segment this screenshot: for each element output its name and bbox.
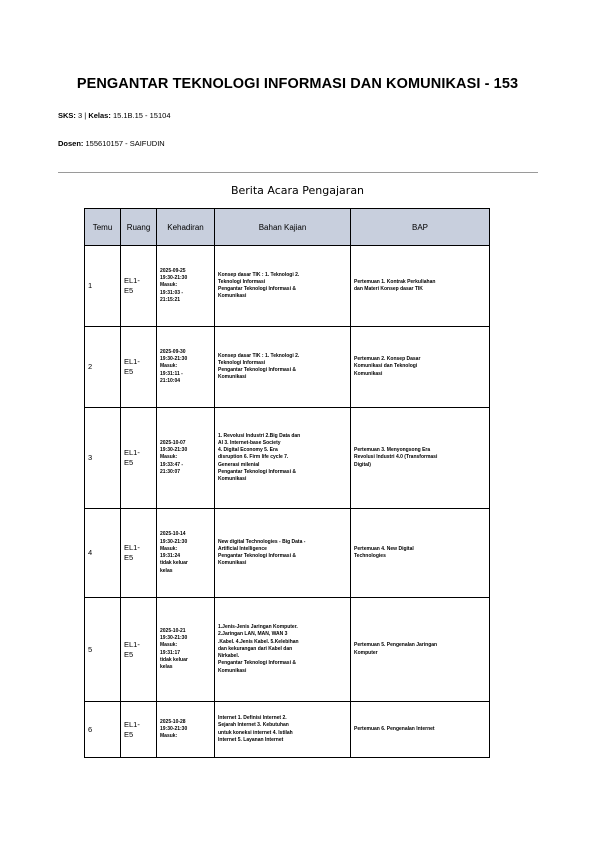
kehadiran-cell-line: 19:30-21:30 xyxy=(160,538,188,545)
teaching-log-table xyxy=(84,208,490,758)
bap-cell-line: Komunikasi dan Teknologi xyxy=(354,363,418,370)
bahan-kajian-cell-line: Komunikasi xyxy=(218,476,247,483)
kehadiran-cell xyxy=(157,327,215,408)
bahan-kajian-cell-line: Konsep dasar TIK : 1. Teknologi 2. xyxy=(218,352,300,359)
bahan-kajian-cell-line: Pengantar Teknologi Informasi & xyxy=(218,553,296,559)
ruang-cell-line: E5 xyxy=(124,729,134,739)
bap-cell-line: Pertemuan 6. Pengenalan Internet xyxy=(354,725,435,732)
bahan-kajian-cell-line: Internet 1. Definisi Internet 2. xyxy=(218,715,287,721)
kehadiran-cell-line: tidak keluar xyxy=(160,656,188,663)
sks-value: 3 xyxy=(78,111,83,120)
bahan-kajian-cell xyxy=(215,246,351,327)
kehadiran-cell-line: Masuk: xyxy=(160,642,178,649)
temu-cell: 4 xyxy=(85,509,121,598)
section-title: Berita Acara Pengajaran xyxy=(230,184,365,197)
bahan-kajian-cell xyxy=(215,408,351,509)
header-temu: Temu xyxy=(85,209,121,246)
kehadiran-cell xyxy=(157,509,215,598)
ruang-cell-line: E5 xyxy=(124,458,134,467)
bap-cell xyxy=(351,509,490,598)
ruang-cell xyxy=(121,246,157,327)
kehadiran-cell-line: 2025-10-07 xyxy=(160,439,186,446)
kehadiran-cell-line: 21:15:21 xyxy=(160,296,181,303)
bahan-kajian-cell-line: 1.Jenis-Jenis Jaringan Komputer. xyxy=(218,624,298,631)
table-row xyxy=(85,327,490,408)
sks-label: SKS: xyxy=(58,111,76,120)
bahan-kajian-cell-line: Pengantar Teknologi Informasi & xyxy=(218,367,296,373)
ruang-cell-line: EL1- xyxy=(124,543,140,553)
kehadiran-cell-line: 2025-09-30 xyxy=(160,348,186,355)
temu-cell: 1 xyxy=(85,246,121,327)
kehadiran-cell-line: 2025-10-28 xyxy=(160,718,186,725)
kehadiran-cell-line: 21:10:04 xyxy=(160,377,181,384)
ruang-cell-line: E5 xyxy=(124,286,134,295)
bap-cell-line: Komputer xyxy=(354,649,378,656)
ruang-cell-line: E5 xyxy=(124,367,134,376)
bahan-kajian-cell xyxy=(215,509,351,598)
table-header-row xyxy=(85,209,490,246)
header-kehadiran: Kehadiran xyxy=(157,209,215,246)
kehadiran-cell-line: 19:31:11 - xyxy=(160,370,183,377)
bahan-kajian-cell xyxy=(215,327,351,408)
kehadiran-cell-line: 21:30:07 xyxy=(160,468,181,475)
ruang-cell xyxy=(121,598,157,702)
ruang-cell-line: EL1- xyxy=(124,448,140,458)
kehadiran-cell-line: 2025-09-25 xyxy=(160,267,186,274)
kehadiran-cell-line: 19:30-21:30 xyxy=(160,275,188,282)
kehadiran-cell-line: tidak keluar xyxy=(160,560,188,567)
kehadiran-cell xyxy=(157,702,215,758)
bap-cell-line: Revolusi Industri 4.0 (Transformasi xyxy=(354,454,438,461)
bahan-kajian-cell-line: Pengantar Teknologi Informasi & xyxy=(218,286,296,292)
temu-cell: 2 xyxy=(85,327,121,408)
bahan-kajian-cell-line: 1. Revolusi Industri 2.Big Data dan xyxy=(218,432,301,439)
bahan-kajian-cell-line: Komunikasi xyxy=(218,667,247,674)
ruang-cell-line: EL1- xyxy=(124,357,140,367)
bahan-kajian-cell-line: Artificial Intelligence xyxy=(218,545,267,552)
bahan-kajian-cell-line: Pengantar Teknologi Informasi & xyxy=(218,660,296,667)
bap-cell-line: Komunikasi xyxy=(354,370,383,377)
bahan-kajian-cell-line: .Kabel. 4.Jenis Kabel. 5.Kelebihan xyxy=(218,638,299,645)
ruang-cell-line: EL1- xyxy=(124,276,140,286)
bahan-kajian-cell-line: Sejarah Internet 3. Kebutuhan xyxy=(218,722,289,729)
bahan-kajian-cell-line: Generasi milenial xyxy=(218,461,260,468)
table-body xyxy=(85,246,490,758)
ruang-cell-line: E5 xyxy=(124,553,134,562)
bap-cell-line: Pertemuan 1. Kontrak Perkuliahan xyxy=(354,278,436,285)
bahan-kajian-cell-line: Pengantar Teknologi Informasi & xyxy=(218,468,296,475)
kehadiran-cell-line: 2025-10-14 xyxy=(160,531,186,538)
kehadiran-cell-line: 19:31:17 xyxy=(160,649,181,656)
meta-separator: | xyxy=(84,111,87,120)
ruang-cell xyxy=(121,702,157,758)
bahan-kajian-cell-line: dan kekurangan dari Kabel dan xyxy=(218,645,293,652)
header-bahan-kajian: Bahan Kajian xyxy=(215,209,351,246)
bap-cell-line: Technologies xyxy=(354,553,386,559)
kehadiran-cell-line: Masuk: xyxy=(160,454,178,461)
lecturer-line xyxy=(58,139,165,148)
bap-cell xyxy=(351,408,490,509)
header-bap: BAP xyxy=(351,209,490,246)
kehadiran-cell-line: 19:30-21:30 xyxy=(160,725,188,732)
bap-cell xyxy=(351,702,490,758)
bahan-kajian-cell-line: Teknologi Informasi xyxy=(218,278,266,285)
table-row xyxy=(85,509,490,598)
bahan-kajian-cell-line: AI 3. Internet-base Society xyxy=(218,439,281,446)
dosen-label: Dosen: xyxy=(58,139,84,148)
bahan-kajian-cell xyxy=(215,598,351,702)
bap-cell-line: Digital) xyxy=(354,461,371,468)
kelas-value: 15.1B.15 - 15104 xyxy=(112,111,171,120)
kehadiran-cell xyxy=(157,246,215,327)
bap-cell-line: dan Materi Konsep dasar TIK xyxy=(354,286,423,292)
kehadiran-cell-line: kelas xyxy=(160,664,173,670)
header-ruang: Ruang xyxy=(121,209,157,246)
kehadiran-cell-line: Masuk: xyxy=(160,363,178,370)
ruang-cell xyxy=(121,509,157,598)
kehadiran-cell-line: 19:30-21:30 xyxy=(160,635,188,641)
bap-cell-line: Pertemuan 2. Konsep Dasar xyxy=(354,356,421,363)
ruang-cell-line: E5 xyxy=(124,649,134,659)
kehadiran-cell-line: 19:30-21:30 xyxy=(160,356,188,363)
bahan-kajian-cell-line: disruption 6. Firm life cycle 7. xyxy=(218,454,289,461)
table-row xyxy=(85,408,490,509)
kehadiran-cell-line: 19:31:24 xyxy=(160,553,181,559)
bap-cell xyxy=(351,598,490,702)
temu-cell: 3 xyxy=(85,408,121,509)
bahan-kajian-cell-line: Komunikasi xyxy=(218,374,247,381)
bahan-kajian-cell-line: New digital Technologies - Big Data - xyxy=(218,538,306,545)
kehadiran-cell-line: 19:33:47 - xyxy=(160,461,184,468)
bahan-kajian-cell-line: Konsep dasar TIK : 1. Teknologi 2. xyxy=(218,271,300,278)
ruang-cell-line: EL1- xyxy=(124,719,140,729)
kehadiran-cell-line: kelas xyxy=(160,567,173,574)
bahan-kajian-cell-line: Komunikasi xyxy=(218,293,247,300)
bahan-kajian-cell-line: 4. Digital Economy 5. Era xyxy=(218,447,278,454)
table-row xyxy=(85,246,490,327)
kelas-label: Kelas: xyxy=(88,111,111,120)
bap-cell xyxy=(351,246,490,327)
course-meta xyxy=(58,111,170,120)
bahan-kajian-cell-line: Nirkabel. xyxy=(218,653,240,660)
ruang-cell xyxy=(121,327,157,408)
divider xyxy=(58,172,538,173)
bap-cell-line: Pertemuan 3. Menyongsong Era xyxy=(354,447,431,454)
table-row xyxy=(85,598,490,702)
bahan-kajian-cell-line: Internet 5. Layanan Internet xyxy=(218,736,284,743)
bahan-kajian-cell-line: Teknologi Informasi xyxy=(218,359,266,366)
bahan-kajian-cell-line: 2.Jaringan LAN, MAN, WAN 3 xyxy=(218,631,288,638)
kehadiran-cell-line: Masuk: xyxy=(160,282,178,289)
bap-cell-line: Pertemuan 5. Pengenalan Jaringan xyxy=(354,642,438,649)
bahan-kajian-cell xyxy=(215,702,351,758)
bahan-kajian-cell-line: Komunikasi xyxy=(218,560,247,567)
kehadiran-cell-line: 19:30-21:30 xyxy=(160,447,188,454)
bap-cell-line: Pertemuan 4. New Digital xyxy=(354,545,414,552)
kehadiran-cell xyxy=(157,408,215,509)
kehadiran-cell-line: Masuk: xyxy=(160,545,178,552)
kehadiran-cell xyxy=(157,598,215,702)
kehadiran-cell-line: Masuk: xyxy=(160,733,178,740)
ruang-cell xyxy=(121,408,157,509)
bahan-kajian-cell-line: untuk koneksi internet 4. Istilah xyxy=(218,729,293,736)
ruang-cell-line: EL1- xyxy=(124,639,140,649)
table-row xyxy=(85,702,490,758)
temu-cell: 6 xyxy=(85,702,121,758)
temu-cell: 5 xyxy=(85,598,121,702)
kehadiran-cell-line: 19:31:03 - xyxy=(160,289,184,296)
bap-cell xyxy=(351,327,490,408)
dosen-value: 155610157 - SAIFUDIN xyxy=(85,139,165,148)
kehadiran-cell-line: 2025-10-21 xyxy=(160,627,186,634)
course-title: PENGANTAR TEKNOLOGI INFORMASI DAN KOMUNIKASI - 153 xyxy=(76,76,519,92)
